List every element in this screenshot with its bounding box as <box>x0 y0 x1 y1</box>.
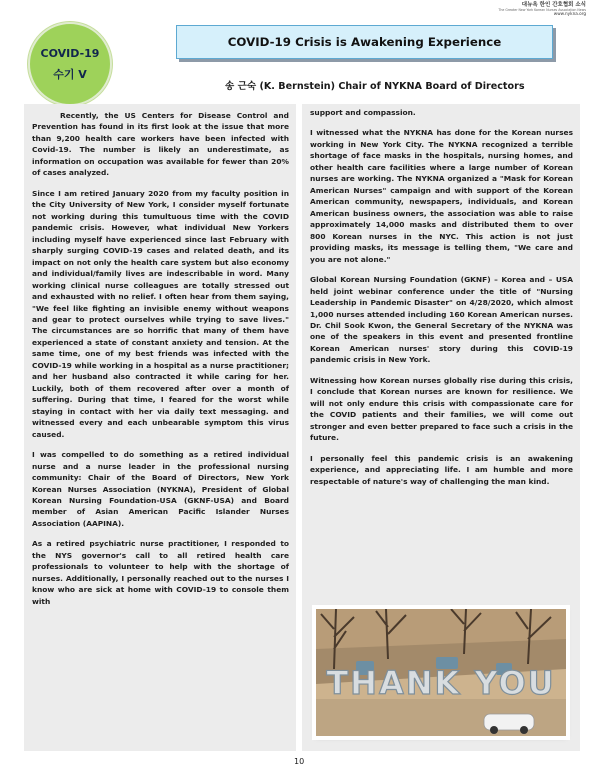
masthead-website: www.nykna.org <box>553 11 586 17</box>
article-title-box <box>176 25 553 59</box>
paragraph: Witnessing how Korean nurses globally rise during this crisis, I conclude that Korean nurses are known for resilience. We will not only endure this crisis with compassionate care for the COVID patients and their families, we will come out stronger and even better prepared to face such a crisis in the future. <box>310 375 573 443</box>
paragraph: I witnessed what the NYKNA has done for the Korean nurses working in New York City. The NYKNA recognized a terrible shortage of face masks in the hospitals, nursing homes, and other health care facilities where a large number of Korean nurses are working. The NYKNA organized a "Mask for Korean American Nurses" campaign and with support of the Korean American community, newspapers, individuals, and Korean American business owners, the association was able to raise approximately 14,000 masks and distributed them to over 800 Korean nurses in the NYC. This action is not just providing masks, its message is telling them, "We care and you are not alone." <box>310 128 573 264</box>
sign-text: THANK YOU <box>326 664 556 702</box>
paragraph: Recently, the US Centers for Disease Control and Prevention has found in its first look at the issue that more than 9,200 health care workers have been infected with Covid-19. The number is likely an underestimate, as information on occupation was available for fewer than 20% of cases analyzed. <box>32 111 289 178</box>
photo-illustration <box>316 609 566 736</box>
thank-you-sign-photo <box>316 609 566 736</box>
paragraph: I was compelled to do something as a retired individual nurse and a nurse leader in the professional nursing community: Chair of the Board of Directors, New York Korean Nurses Association (NYKNA), President of Global Korean Nursing Foundation-USA (GKNF-USA) and Board member of Asian American Pacific Islander Nurses Association (AAPINA). <box>32 450 289 528</box>
page-number: 10 <box>294 757 305 766</box>
masthead-english-name: The Greater New York Korean Nurses Association News <box>498 7 586 12</box>
author-byline: 송 근숙 (K. Bernstein) Chair of NYKNA Board of Directors <box>225 81 525 92</box>
series-badge <box>28 22 112 106</box>
paragraph: As a retired psychiatric nurse practitioner, I responded to the NYS governor's call to all retired health care professionals to volunteer to help with the shortage of nurses. Additionally, I personally reached out to the nurses I know who are sick at home with COVID-19 to console them with <box>32 539 289 606</box>
paragraph: Since I am retired January 2020 from my faculty position in the City University of New York, I consider myself fortunate not working during this tumultuous time with the COVID pandemic crisis. However, what individual New Yorkers including myself have experienced since last February with sharply surging COVID-19 cases and related death, and its impact on not only the health care system but also economy and individual/family lives are indescribable in word. Many working clinical nurse colleagues are totally stressed out and exhausted with no relief. I often hear from them saying, "We feel like fighting an invisible enemy without weapons and gear to protect ourselves while trying to save lives." The circumstances are so horrific that many of them have experienced a state of constant anxiety and tension. At the same time, one of my best friends was infected with the COVID-19 while working in a hospital as a nurse practitioner; and her husband also contracted it while caring for her. Luckily, both of them recovered after over a month of suffering. During that time, I feared for the worst while staying in contact with her via daily text messaging. and witnessed every and each unbearable symptom this virus caused. <box>32 188 289 439</box>
masthead <box>498 3 586 17</box>
masthead-korean-name: 대뉴욕 한인 간호협회 소식 <box>521 2 586 8</box>
badge-line1: COVID-19 <box>40 46 100 60</box>
paragraph: support and compassion. <box>310 108 416 117</box>
badge-line2: 수기 V <box>53 67 87 81</box>
paragraph: I personally feel this pandemic crisis is an awakening experience, and appreciating life. I am humble and more respectable of nature's way of challenging the man kind. <box>310 453 573 486</box>
paragraph: Global Korean Nursing Foundation (GKNF) – Korea and – USA held joint webinar conference under the title of "Nursing Leadership in Pandemic Disaster" on 4/28/2020, which almost 1,000 nurses attended including 160 Korean American nurses. Dr. Chil Sook Kwon, the General Secretary of the NYKNA was one of the speakers in this event and presented frontline Korean American nurses' story during this COVID-19 pandemic crisis in New York. <box>310 275 573 365</box>
left-column <box>24 104 296 751</box>
article-title: COVID-19 Crisis is Awakening Experience <box>227 35 502 49</box>
